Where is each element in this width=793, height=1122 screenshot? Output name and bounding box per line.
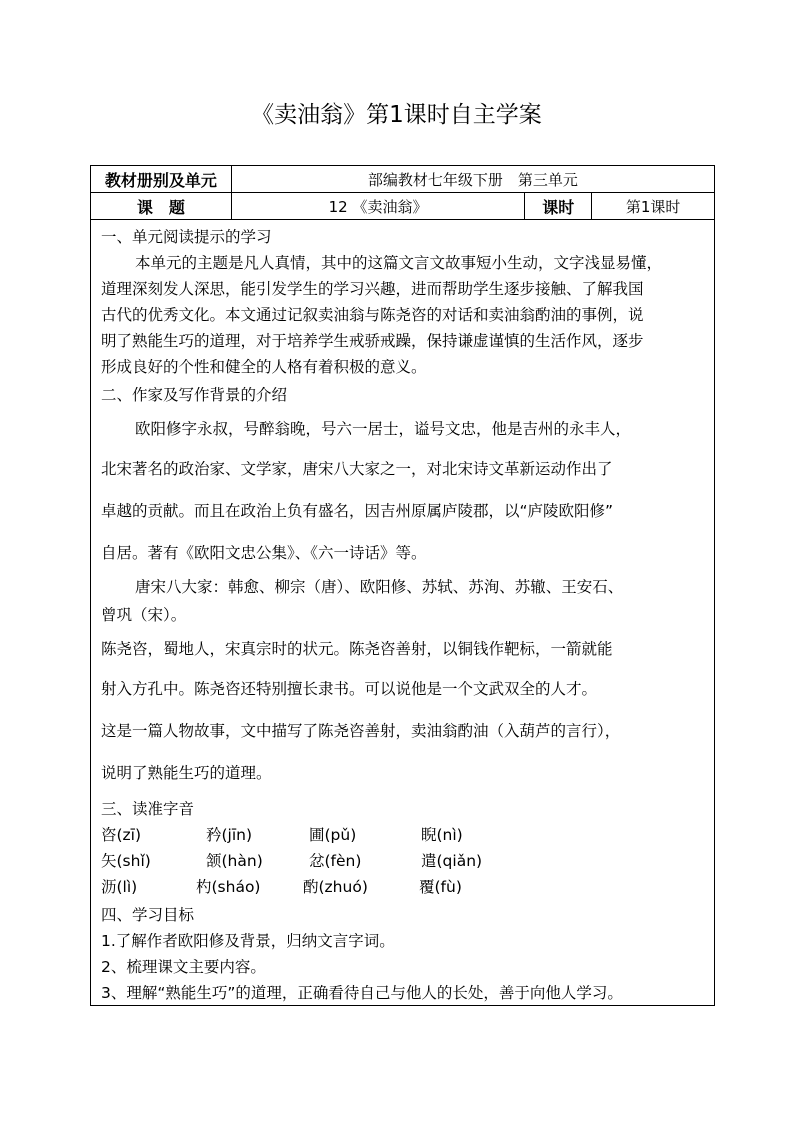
section-heading-unit-reading: 一、单元阅读提示的学习 — [101, 228, 272, 246]
info-table — [90, 165, 715, 220]
paragraph-line: 曾巩（宋）。 — [101, 606, 187, 624]
section-heading-author: 二、作家及写作背景的介绍 — [101, 386, 288, 404]
pinyin-item: 遣(qiǎn) — [421, 852, 483, 870]
paragraph-line: 自居。著有《欧阳文忠公集》、《六一诗话》等。 — [101, 544, 427, 562]
paragraph-line: 欧阳修字永叔，号醉翁晚，号六一居士，谥号文忠，他是吉州的永丰人， — [135, 420, 632, 438]
pinyin-item: 忿(fèn) — [309, 852, 362, 870]
pinyin-item: 杓(sháo) — [196, 878, 261, 896]
pinyin-item: 覆(fù) — [419, 878, 462, 896]
info-row-unit — [91, 166, 715, 193]
paragraph-line: 陈尧咨，蜀地人，宋真宗时的状元。陈尧咨善射，以铜钱作靶标，一箭就能 — [101, 640, 613, 658]
textbook-unit-value: 部编教材七年级下册 第三单元 — [231, 166, 714, 193]
pinyin-item: 矜(jīn) — [206, 826, 253, 844]
lesson-title-label: 课 题 — [91, 193, 232, 220]
lesson-title-value: 12 《卖油翁》 — [231, 193, 525, 220]
section-heading-pronunciation: 三、读准字音 — [101, 800, 195, 818]
textbook-unit-label: 教材册别及单元 — [91, 166, 232, 193]
paragraph-line: 形成良好的个性和健全的人格有着积极的意义。 — [101, 358, 427, 376]
paragraph-line: 北宋著名的政治家、文学家，唐宋八大家之一，对北宋诗文革新运动作出了 — [101, 460, 613, 478]
pinyin-item: 酌(zhuó) — [303, 878, 368, 896]
paragraph-line: 明了熟能生巧的道理，对于培养学生戒骄戒躁，保持谦虚谨慎的生活作风，逐步 — [101, 332, 644, 350]
paragraph-line: 这是一篇人物故事，文中描写了陈尧咨善射，卖油翁酌油（入葫芦的言行）， — [101, 722, 621, 740]
period-label: 课时 — [525, 193, 592, 220]
paragraph-line: 说明了熟能生巧的道理。 — [101, 764, 272, 782]
paragraph-line: 卓越的贡献。而且在政治上负有盛名，因吉州原属庐陵郡，以“庐陵欧阳修” — [101, 502, 614, 520]
paragraph-line: 道理深刻发人深思，能引发学生的学习兴趣，进而帮助学生逐步接触、了解我国 — [101, 280, 644, 298]
paragraph-line: 唐宋八大家：韩愈、柳宗（唐）、欧阳修、苏轼、苏洵、苏辙、王安石、 — [135, 578, 624, 596]
info-row-lesson — [91, 193, 715, 220]
pinyin-item: 矢(shǐ) — [101, 852, 151, 870]
pinyin-item: 圃(pǔ) — [309, 826, 357, 844]
paragraph-line: 古代的优秀文化。本文通过记叙卖油翁与陈尧咨的对话和卖油翁酌油的事例，说 — [101, 306, 644, 324]
paragraph-line: 射入方孔中。陈尧咨还特别擅长隶书。可以说他是一个文武双全的人才。 — [101, 680, 598, 698]
page-title: 《卖油翁》第1课时自主学案 — [251, 102, 542, 128]
goal-item: 3、理解“熟能生巧”的道理，正确看待自己与他人的长处，善于向他人学习。 — [101, 984, 623, 1002]
goal-item: 1.了解作者欧阳修及背景，归纳文言字词。 — [101, 932, 395, 950]
pinyin-item: 颔(hàn) — [206, 852, 263, 870]
section-heading-goals: 四、学习目标 — [101, 906, 195, 924]
pinyin-item: 咨(zī) — [101, 826, 142, 844]
goal-item: 2、梳理课文主要内容。 — [101, 958, 266, 976]
period-value: 第1课时 — [592, 193, 715, 220]
pinyin-item: 睨(nì) — [421, 826, 463, 844]
paragraph-line: 本单元的主题是凡人真情，其中的这篇文言文故事短小生动，文字浅显易懂， — [135, 254, 663, 272]
pinyin-item: 沥(lì) — [101, 878, 138, 896]
content-box — [90, 219, 715, 1006]
